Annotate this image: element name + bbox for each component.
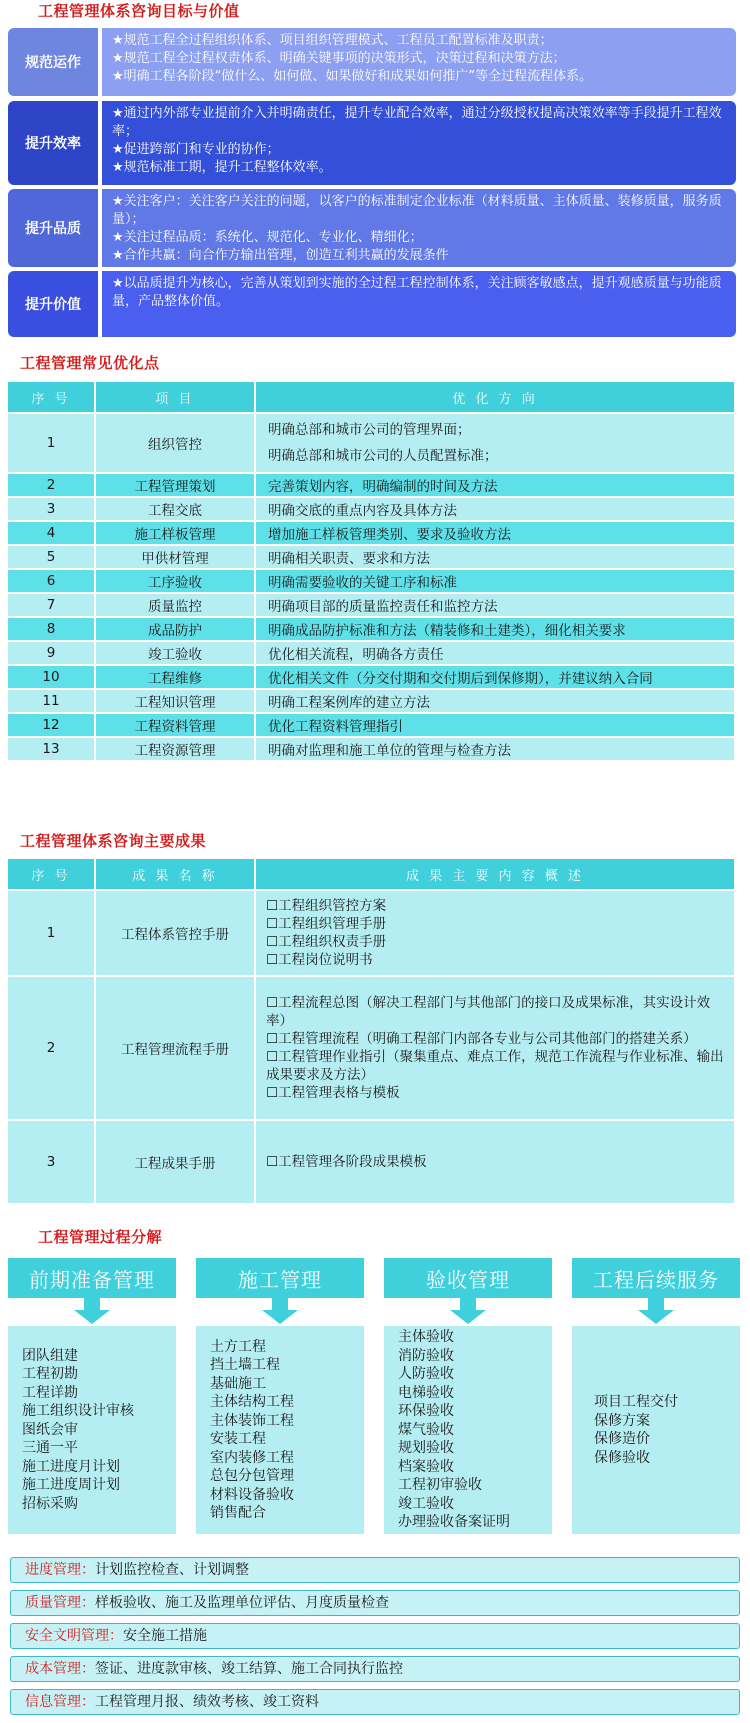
phase-item: 安装工程: [210, 1431, 266, 1447]
row-direction: [256, 690, 734, 712]
direction-line: 明确项目部的质量监控责任和监控方法: [268, 599, 498, 615]
table-row: [8, 714, 734, 736]
goal-text: [102, 28, 736, 96]
phase-item: 基础施工: [210, 1375, 266, 1392]
row-number: 12: [8, 714, 94, 736]
phase-items: [384, 1326, 552, 1534]
row-direction: [256, 618, 734, 640]
table-row: [8, 546, 734, 568]
goal-line: ★促进跨部门和专业的协作；: [112, 142, 280, 157]
summary-line: ☐工程流程总图（解决工程部门与其他部门的接口及成果标准，其实设计效率）: [266, 995, 711, 1029]
direction-line: 明确成品防护标准和方法（精装修和土建类），细化相关要求: [268, 623, 626, 639]
row-summary: [256, 1121, 734, 1203]
row-number: 10: [8, 666, 94, 688]
table-row: [8, 414, 734, 472]
management-value: 安全施工措施: [123, 1628, 207, 1644]
management-bar: [10, 1656, 740, 1682]
row-number: 1: [8, 414, 94, 472]
row-item: 组织管控: [96, 414, 254, 472]
down-arrow-icon: [8, 1298, 176, 1326]
goal-line: ★通过内外部专业提前介入并明确责任，提升专业配合效率，通过分级授权提高决策效率等手段提升工程效率；: [112, 106, 722, 139]
table-row: [8, 474, 734, 496]
summary-line: ☐工程管理各阶段成果模板: [266, 1154, 427, 1170]
management-key: 信息管理：: [25, 1694, 95, 1710]
phase-item: 材料设备验收: [210, 1486, 294, 1503]
row-item: 施工样板管理: [96, 522, 254, 544]
management-value: 计划监控检查、计划调整: [95, 1562, 249, 1578]
header-name: 成 果 名 称: [96, 859, 254, 889]
goal-text: [102, 189, 736, 267]
row-number: 8: [8, 618, 94, 640]
goal-line: ★合作共赢：向合作方输出管理，创造互利共赢的发展条件: [112, 248, 449, 263]
header-no: 序 号: [8, 859, 94, 889]
direction-line: 明确总部和城市公司的人员配置标准；: [268, 448, 498, 464]
phase-items: [572, 1326, 740, 1534]
phase-item: 团队组建: [22, 1347, 78, 1364]
goal-text: [102, 101, 736, 185]
summary-line: ☐工程管理流程（明确工程部门内部各专业与公司其他部门的搭建关系）: [266, 1031, 697, 1047]
row-number: 3: [8, 498, 94, 520]
goal-line: ★关注客户：关注客户关注的问题，以客户的标准制定企业标准（材料质量、主体质量、装修质量，服务质量）；: [112, 194, 722, 227]
management-value: 工程管理月报、绩效考核、竣工资料: [95, 1694, 319, 1710]
row-direction: [256, 498, 734, 520]
header-summary: 成 果 主 要 内 容 概 述: [256, 859, 734, 889]
table-row: [8, 666, 734, 688]
row-name: 工程体系管控手册: [96, 891, 254, 975]
goal-line: ★规范工程全过程组织体系、项目组织管理模式、工程员工配置标准及职责；: [112, 33, 553, 48]
phase-item: 规划验收: [398, 1440, 454, 1457]
phase-item: 电梯验收: [398, 1384, 454, 1401]
direction-line: 明确交底的重点内容及具体方法: [268, 503, 457, 519]
phase-column: [572, 1258, 740, 1534]
row-direction: [256, 666, 734, 688]
section2-title: 工程管理常见优化点: [20, 354, 160, 372]
phase-item: 档案验收: [398, 1458, 454, 1475]
row-item: 工程维修: [96, 666, 254, 688]
management-key: 进度管理：: [25, 1562, 95, 1578]
table-row: [8, 977, 734, 1119]
section4-title: 工程管理过程分解: [38, 1228, 163, 1246]
table-row: [8, 642, 734, 664]
management-bar: [10, 1557, 740, 1583]
goal-label: 提升品质: [8, 189, 98, 267]
direction-line: 优化相关文件（分交付期和交付期后到保修期），并建议纳入合同: [268, 671, 653, 687]
management-value: 样板验收、施工及监理单位评估、月度质量检查: [95, 1595, 389, 1611]
summary-line: ☐工程管理表格与模板: [266, 1085, 400, 1101]
row-item: 竣工验收: [96, 642, 254, 664]
management-bar: [10, 1689, 740, 1715]
row-item: 成品防护: [96, 618, 254, 640]
phase-item: 主体验收: [398, 1329, 454, 1346]
goal-line: ★以品质提升为核心，完善从策划到实施的全过程工程控制体系，关注顾客敏感点，提升观感质量与功能质量，产品整体价值。: [112, 276, 722, 309]
direction-line: 优化工程资料管理指引: [268, 719, 403, 735]
management-key: 成本管理：: [25, 1661, 95, 1677]
down-arrow-icon: [196, 1298, 364, 1326]
phase-item: 招标采购: [22, 1495, 78, 1512]
phase-item: 施工进度周计划: [22, 1477, 120, 1494]
down-arrow-icon: [572, 1298, 740, 1326]
phase-item: 工程详勘: [22, 1384, 78, 1401]
direction-line: 完善策划内容，明确编制的时间及方法: [268, 479, 498, 495]
direction-line: 明确需要验收的关键工序和标准: [268, 575, 457, 591]
direction-line: 明确总部和城市公司的管理界面；: [268, 422, 471, 438]
phase-item: 主体装饰工程: [210, 1412, 294, 1429]
row-summary: [256, 891, 734, 975]
phase-item: 施工组织设计审核: [22, 1403, 134, 1420]
phase-item: 消防验收: [398, 1347, 454, 1364]
phase-item: 工程初审验收: [398, 1477, 482, 1494]
goal-row: [8, 28, 736, 96]
row-number: 1: [8, 891, 94, 975]
phase-item: 工程初勘: [22, 1366, 78, 1383]
header-no: 序 号: [8, 382, 94, 412]
goal-row: [8, 101, 736, 185]
row-direction: [256, 714, 734, 736]
table-row: [8, 570, 734, 592]
direction-line: 明确相关职责、要求和方法: [268, 551, 430, 567]
row-item: 工程知识管理: [96, 690, 254, 712]
summary-line: ☐工程组织管控方案: [266, 898, 387, 914]
summary-line: ☐工程组织管理手册: [266, 916, 387, 932]
row-number: 13: [8, 738, 94, 760]
goal-label: 规范运作: [8, 28, 98, 96]
row-direction: [256, 474, 734, 496]
phase-items: [8, 1326, 176, 1534]
goal-line: ★规范标准工期，提升工程整体效率。: [112, 160, 332, 175]
row-item: 工序验收: [96, 570, 254, 592]
table-row: [8, 594, 734, 616]
phase-item: 三通一平: [22, 1440, 78, 1457]
phase-item: 施工进度月计划: [22, 1458, 120, 1475]
table-row: [8, 498, 734, 520]
table-row: [8, 690, 734, 712]
summary-line: ☐工程组织权责手册: [266, 934, 387, 950]
row-item: 工程资料管理: [96, 714, 254, 736]
management-key: 质量管理：: [25, 1595, 95, 1611]
phase-item: 总包分包管理: [210, 1468, 294, 1484]
phase-item: 办理验收备案证明: [398, 1514, 510, 1531]
optimization-table: [6, 380, 736, 762]
goal-row: [8, 189, 736, 267]
phase-item: 保修造价: [594, 1431, 650, 1447]
phase-item: 挡土墙工程: [210, 1357, 280, 1373]
header-direction: 优 化 方 向: [256, 382, 734, 412]
row-item: 工程管理策划: [96, 474, 254, 496]
row-number: 7: [8, 594, 94, 616]
row-direction: [256, 594, 734, 616]
goal-line: ★明确工程各阶段“做什么、如何做、如果做好和成果如何推广”等全过程流程体系。: [112, 69, 593, 84]
phase-item: 保修验收: [594, 1449, 650, 1466]
header-item: 项 目: [96, 382, 254, 412]
phase-items: [196, 1326, 364, 1534]
direction-line: 增加施工样板管理类别、要求及验收方法: [268, 527, 511, 543]
direction-line: 明确对监理和施工单位的管理与检查方法: [268, 743, 511, 759]
phase-item: 保修方案: [594, 1412, 650, 1429]
phase-item: 环保验收: [398, 1403, 454, 1420]
row-direction: [256, 738, 734, 760]
row-summary: [256, 977, 734, 1119]
phase-column: [384, 1258, 552, 1534]
goal-line: ★关注过程品质：系统化、规范化、专业化、精细化；: [112, 230, 423, 245]
management-value: 签证、进度款审核、竣工结算、施工合同执行监控: [95, 1661, 403, 1677]
table-row: [8, 891, 734, 975]
phase-item: 室内装修工程: [210, 1449, 294, 1466]
row-number: 2: [8, 977, 94, 1119]
goal-label: 提升效率: [8, 101, 98, 185]
phase-item: 煤气验收: [398, 1421, 454, 1438]
phase-item: 土方工程: [210, 1338, 266, 1355]
row-direction: [256, 414, 734, 472]
table-row: [8, 738, 734, 760]
row-number: 5: [8, 546, 94, 568]
phase-header: 验收管理: [384, 1258, 552, 1298]
row-number: 2: [8, 474, 94, 496]
phase-item: 人防验收: [398, 1366, 454, 1383]
row-number: 4: [8, 522, 94, 544]
row-direction: [256, 546, 734, 568]
goal-text: [102, 271, 736, 337]
table-row: [8, 1121, 734, 1203]
section1-title: 工程管理体系咨询目标与价值: [38, 2, 240, 20]
phase-header: 施工管理: [196, 1258, 364, 1298]
row-number: 9: [8, 642, 94, 664]
management-key: 安全文明管理：: [25, 1628, 123, 1644]
row-direction: [256, 642, 734, 664]
phase-column: [196, 1258, 364, 1534]
phase-item: 项目工程交付: [594, 1394, 678, 1410]
phase-item: 竣工验收: [398, 1495, 454, 1512]
direction-line: 优化相关流程，明确各方责任: [268, 647, 444, 663]
management-bar: [10, 1623, 740, 1649]
table-row: [8, 618, 734, 640]
phase-item: 图纸会审: [22, 1421, 78, 1438]
row-item: 工程资源管理: [96, 738, 254, 760]
row-direction: [256, 522, 734, 544]
row-number: 11: [8, 690, 94, 712]
management-bar: [10, 1590, 740, 1616]
phase-column: [8, 1258, 176, 1534]
goal-label: 提升价值: [8, 271, 98, 337]
goal-line: ★规范工程全过程权责体系、明确关键事项的决策形式，决策过程和决策方法；: [112, 51, 566, 66]
row-item: 甲供材管理: [96, 546, 254, 568]
phase-header: 工程后续服务: [572, 1258, 740, 1298]
row-name: 工程成果手册: [96, 1121, 254, 1203]
summary-line: ☐工程岗位说明书: [266, 952, 373, 968]
row-direction: [256, 570, 734, 592]
goal-row: [8, 271, 736, 337]
row-item: 工程交底: [96, 498, 254, 520]
direction-line: 明确工程案例库的建立方法: [268, 695, 430, 711]
phase-item: 销售配合: [210, 1505, 266, 1521]
table-row: [8, 522, 734, 544]
phase-header: 前期准备管理: [8, 1258, 176, 1298]
results-table: [6, 857, 736, 1205]
row-item: 质量监控: [96, 594, 254, 616]
row-number: 3: [8, 1121, 94, 1203]
phase-item: 主体结构工程: [210, 1394, 294, 1410]
summary-line: ☐工程管理作业指引（聚集重点、难点工作，规范工作流程与作业标准、输出成果要求及方法）: [266, 1049, 724, 1083]
row-name: 工程管理流程手册: [96, 977, 254, 1119]
section3-title: 工程管理体系咨询主要成果: [20, 832, 207, 850]
row-number: 6: [8, 570, 94, 592]
down-arrow-icon: [384, 1298, 552, 1326]
